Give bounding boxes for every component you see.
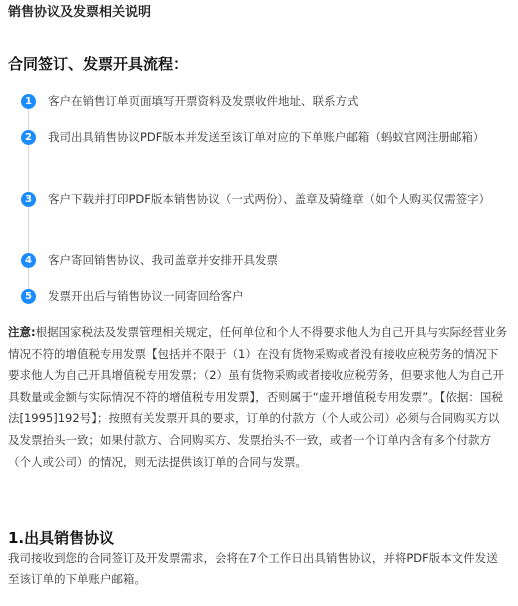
step-number-badge: 5 xyxy=(21,289,36,304)
step-text: 发票开出后与销售协议一同寄回给客户 xyxy=(48,289,244,303)
step-number-badge: 1 xyxy=(21,94,36,109)
section-text: 我司接收到您的合同签订及开发票需求，会将在7个工作日出具销售协议，并将PDF版本文件发送至该订单的下单账户邮箱。 xyxy=(8,551,498,586)
page-title: 销售协议及发票相关说明 xyxy=(8,5,152,20)
step-text: 客户寄回销售协议、我司盖章并安排开具发票 xyxy=(48,253,278,267)
step-text: 客户下载并打印PDF版本销售协议（一式两份）、盖章及骑缝章（如个人购买仅需签字） xyxy=(48,192,491,206)
note-label: 注意: xyxy=(8,325,36,339)
timeline-line xyxy=(28,207,29,254)
section-heading: 1.出具销售协议 xyxy=(8,529,115,547)
step-number-badge: 3 xyxy=(21,192,36,207)
note-text: 根据国家税法及发票管理相关规定，任何单位和个人不得要求他人为自己开具与实际经营业务情况不符的增值税专用发票【包括并不限于（1）在没有货物采购或者没有接收应税劳务的情况下要求他人为自己开具增值税专用发票；（2）虽有货物采购或者接收应税劳务，但要求他人为自己开具数量或金额与实际情况不符的增值税专用发票】，否则属于“虚开增值税专用发票”。【依据：国税法[1995]192号】；按照有关发票开具的要求，订单的付款方（个人或公司）必须与合同购买方以及发票抬头一致；如果付款方、合同购买方、发票抬头不一致，或者一个订单内含有多个付款方（个人或公司）的情况，则无法提供该订单的合同与发票。 xyxy=(8,325,508,469)
step-text: 我司出具销售协议PDF版本并发送至该订单对应的下单账户邮箱（蚂蚁官网注册邮箱） xyxy=(48,130,485,144)
note-paragraph xyxy=(8,322,508,473)
step-text: 客户在销售订单页面填写开票资料及发票收件地址、联系方式 xyxy=(48,94,359,108)
step-number-badge: 4 xyxy=(21,253,36,268)
timeline-line xyxy=(28,145,29,199)
process-heading: 合同签订、发票开具流程： xyxy=(8,55,189,73)
step-number-badge: 2 xyxy=(21,130,36,145)
